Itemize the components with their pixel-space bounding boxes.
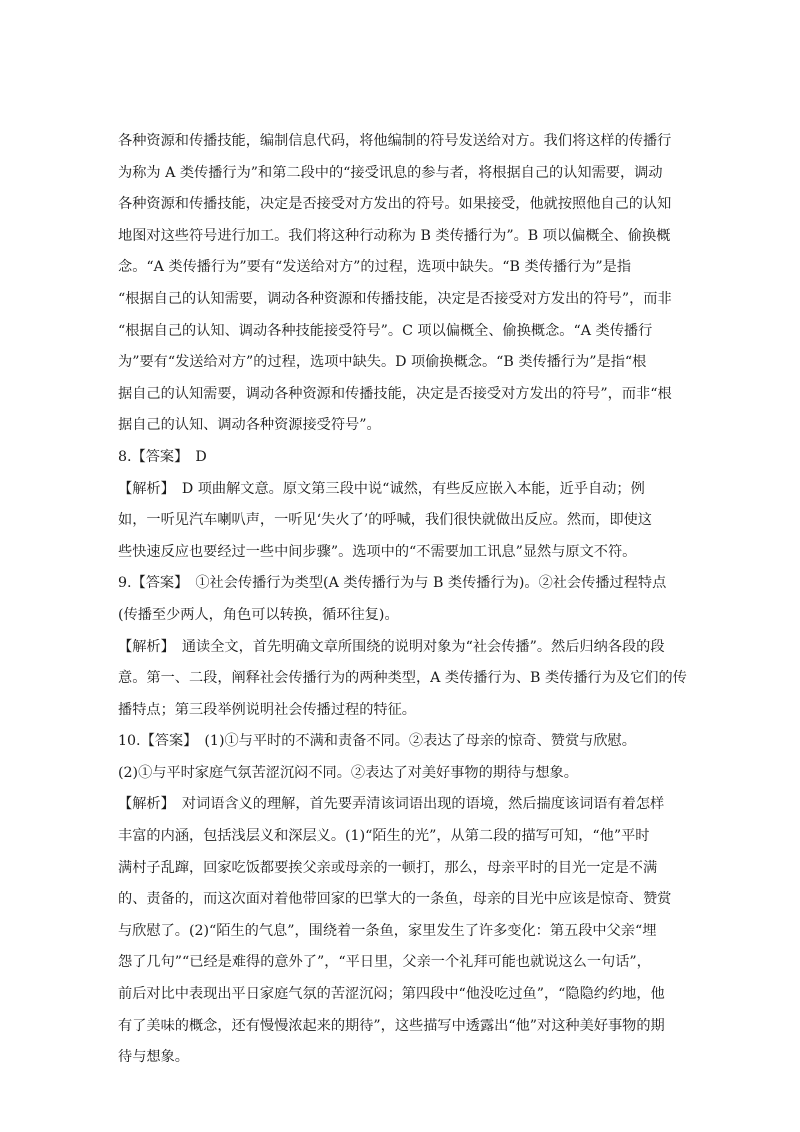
text-line: 意。第一、二段，阐释社会传播行为的两种类型，A 类传播行为、B 类传播行为及它们的传 <box>118 670 687 687</box>
paragraph-q7-analysis-continued <box>118 126 688 442</box>
paragraph-q9-analysis <box>118 632 688 727</box>
answer-line: 9.【答案】 ①社会传播行为类型(A 类传播行为与 B 类传播行为)。②社会传播过程特点 <box>118 575 667 592</box>
text-line: 前后对比中表现出平日家庭气氛的苦涩沉闷；第四段中“他没吃过鱼”，“隐隐约约地，他 <box>118 986 665 1003</box>
text-line: 丰富的内涵，包括浅层义和深层义。(1)“陌生的光”，从第二段的描写可知，“他”平时 <box>118 828 650 845</box>
paragraph-q8-analysis <box>118 474 688 569</box>
text-line: 与欣慰了。(2)“陌生的气息”，围绕着一条鱼，家里发生了许多变化：第五段中父亲“埋 <box>118 922 657 939</box>
text-line: 播特点；第三段举例说明社会传播过程的特征。 <box>118 701 416 718</box>
answer-line: (2)①与平时家庭气氛苦涩沉闷不同。②表达了对美好事物的期待与想象。 <box>118 764 578 781</box>
text-line: 地图对这些符号进行加工。我们将这种行动称为 B 类传播行为”。B 项以偏概全、偷换概 <box>118 227 671 244</box>
text-line: 些快速反应也要经过一些中间步骤”。选项中的“不需要加工讯息”显然与原文不符。 <box>118 543 637 560</box>
text-line: 为”要有“发送给对方”的过程，选项中缺失。D 项偷换概念。“B 类传播行为”是指“根 <box>118 354 647 371</box>
text-line: 【解析】 D 项曲解文意。原文第三段中说“诚然，有些反应嵌入本能，近乎自动；例 <box>118 480 645 497</box>
text-line: 的、责备的，而这次面对着他带回家的巴掌大的一条鱼，母亲的目光中应该是惊奇、赞赏 <box>118 891 672 908</box>
text-line: 【解析】 对词语含义的理解，首先要弄清该词语出现的语境，然后揣度该词语有着怎样 <box>118 796 665 813</box>
text-line: 念。“A 类传播行为”要有“发送给对方”的过程，选项中缺失。“B 类传播行为”是指 <box>118 259 632 276</box>
text-line: 各种资源和传播技能，编制信息代码，将他编制的符号发送给对方。我们将这样的传播行 <box>118 133 672 149</box>
paragraph-q10-analysis <box>118 789 688 1073</box>
text-line: 有了美味的概念，还有慢慢浓起来的期待”，这些描写中透露出“他”对这种美好事物的期 <box>118 1017 665 1034</box>
text-line: 为称为 A 类传播行为”和第二段中的“接受讯息的参与者，将根据自己的认知需要，调动 <box>118 164 663 181</box>
answer-line: 8.【答案】 D <box>118 448 207 465</box>
text-line: 如，一听见汽车喇叭声，一听见‘失火了’的呼喊，我们很快就做出反应。然而，即使这 <box>118 512 652 529</box>
answer-line: 10.【答案】 (1)①与平时的不满和责备不同。②表达了母亲的惊奇、赞赏与欣慰。 <box>118 733 636 750</box>
paragraph-q8-answer <box>118 442 688 474</box>
document-page <box>118 126 688 1074</box>
text-line: 据自己的认知需要，调动各种资源和传播技能，决定是否接受对方发出的符号”，而非“根 <box>118 385 672 402</box>
text-line: 各种资源和传播技能，决定是否接受对方发出的符号。如果接受，他就按照他自己的认知 <box>118 196 672 213</box>
text-line: 待与想象。 <box>118 1049 189 1066</box>
text-line: “根据自己的认知需要，调动各种资源和传播技能，决定是否接受对方发出的符号”，而非 <box>118 290 672 307</box>
text-line: 据自己的认知、调动各种资源接受符号”。 <box>118 417 381 434</box>
text-line: 满村子乱蹿，回家吃饭都要挨父亲或母亲的一顿打，那么，母亲平时的目光一定是不满 <box>118 859 658 876</box>
text-line: 【解析】 通读全文，首先明确文章所围绕的说明对象为“社会传播”。然后归纳各段的段 <box>118 638 665 655</box>
paragraph-q10-answer <box>118 726 688 789</box>
paragraph-q9-answer <box>118 568 688 631</box>
answer-line: (传播至少两人，角色可以转换，循环往复)。 <box>118 606 399 623</box>
text-line: 怨了几句”“已经是难得的意外了”，“平日里，父亲一个礼拜可能也就说这么一句话”， <box>118 954 651 971</box>
text-line: “根据自己的认知、调动各种技能接受符号”。C 项以偏概全、偷换概念。“A 类传播行 <box>118 322 653 339</box>
